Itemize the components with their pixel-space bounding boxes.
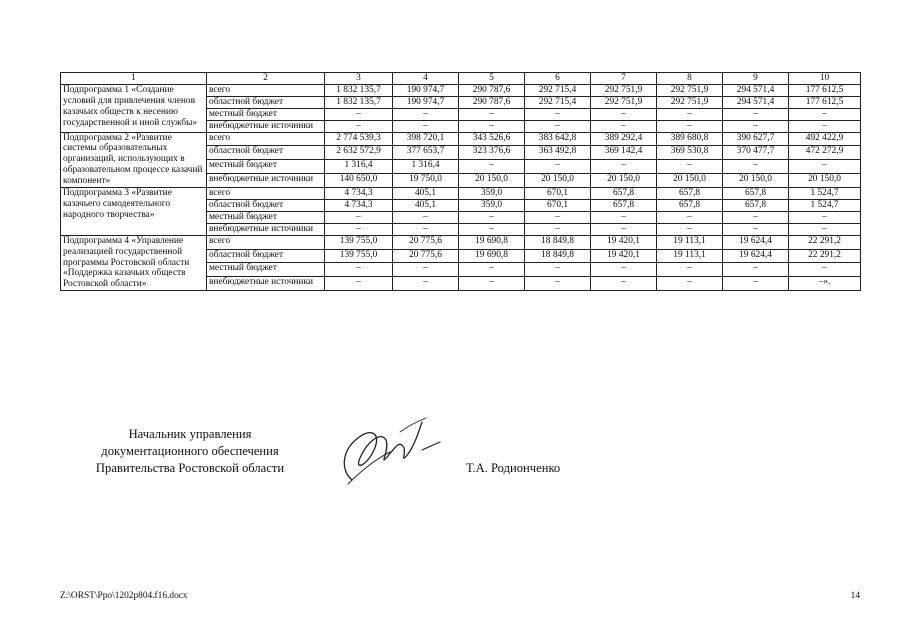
funding-source: внебюджетные источники	[207, 120, 325, 132]
value-cell: –	[657, 211, 723, 223]
value-cell: 390 627,7	[723, 132, 789, 146]
value-cell: 369 142,4	[591, 146, 657, 160]
funding-source: внебюджетные источники	[207, 277, 325, 291]
value-cell: 292 715,4	[525, 96, 591, 108]
value-cell: 398 720,1	[393, 132, 459, 146]
value-cell: –	[657, 223, 723, 235]
value-cell: –	[657, 263, 723, 277]
value-cell: –	[325, 120, 393, 132]
value-cell: –	[525, 108, 591, 120]
value-cell: 369 530,8	[657, 146, 723, 160]
header-cell-5: 5	[459, 73, 525, 85]
value-cell: 20 150,0	[591, 174, 657, 188]
value-cell: 20 150,0	[525, 174, 591, 188]
value-cell: –	[459, 223, 525, 235]
value-cell: 359,0	[459, 188, 525, 200]
program-title: Подпрограмма 4 «Управление реализацией государственной программы Ростовской области «Поддержка казачьих обществ Ростовской области»	[61, 235, 207, 291]
value-cell: 20 150,0	[723, 174, 789, 188]
value-cell: –	[723, 263, 789, 277]
header-cell-7: 7	[591, 73, 657, 85]
value-cell: –	[789, 223, 861, 235]
page-number: 14	[850, 591, 860, 601]
value-cell: 292 751,9	[591, 84, 657, 96]
funding-source: областной бюджет	[207, 199, 325, 211]
value-cell: –	[591, 120, 657, 132]
value-cell: 19 420,1	[591, 249, 657, 263]
value-cell: –	[525, 263, 591, 277]
value-cell: 657,8	[723, 199, 789, 211]
value-cell: –	[393, 223, 459, 235]
funding-source: всего	[207, 235, 325, 249]
value-cell: 19 690,8	[459, 249, 525, 263]
value-cell: 2 632 572,9	[325, 146, 393, 160]
value-cell: –	[459, 211, 525, 223]
value-cell: 190 974,7	[393, 96, 459, 108]
header-cell-6: 6	[525, 73, 591, 85]
value-cell: –	[723, 160, 789, 174]
value-cell: 19 113,1	[657, 235, 723, 249]
value-cell: 389 292,4	[591, 132, 657, 146]
funding-source: всего	[207, 132, 325, 146]
header-cell-2: 2	[207, 73, 325, 85]
value-cell: –	[591, 160, 657, 174]
value-cell: 139 755,0	[325, 249, 393, 263]
handwritten-signature	[330, 410, 450, 495]
program-title: Подпрограмма 1 «Создание условий для привлечения членов казачьих обществ к несению государственной и иной службы»	[61, 84, 207, 132]
value-cell: 294 571,4	[723, 84, 789, 96]
value-cell: –	[525, 160, 591, 174]
value-cell: 343 526,6	[459, 132, 525, 146]
value-cell: 290 787,6	[459, 84, 525, 96]
value-cell: –	[657, 108, 723, 120]
value-cell: 492 422,9	[789, 132, 861, 146]
value-cell: 177 612,5	[789, 84, 861, 96]
value-cell: 657,8	[657, 199, 723, 211]
value-cell: –	[525, 120, 591, 132]
value-cell: –	[591, 108, 657, 120]
value-cell: –	[393, 108, 459, 120]
value-cell: 292 751,9	[657, 84, 723, 96]
value-cell: –	[723, 211, 789, 223]
value-cell: –	[325, 277, 393, 291]
value-cell: –	[459, 263, 525, 277]
value-cell: 20 150,0	[459, 174, 525, 188]
value-cell: 292 751,9	[657, 96, 723, 108]
value-cell: –	[393, 120, 459, 132]
value-cell: –	[325, 211, 393, 223]
value-cell: 383 642,8	[525, 132, 591, 146]
funding-source: местный бюджет	[207, 211, 325, 223]
file-path: Z:\ORST\Ppo\1202p804.f16.docx	[60, 591, 188, 601]
value-cell: –	[723, 120, 789, 132]
value-cell: –	[789, 160, 861, 174]
signature-block	[60, 426, 320, 477]
value-cell: –	[657, 120, 723, 132]
funding-source: областной бюджет	[207, 146, 325, 160]
value-cell: 22 291,2	[789, 249, 861, 263]
value-cell: 18 849,8	[525, 235, 591, 249]
signature-title-line-1: Начальник управления	[128, 427, 252, 441]
value-cell: –	[459, 160, 525, 174]
table-row	[61, 132, 861, 146]
value-cell: 377 653,7	[393, 146, 459, 160]
value-cell: 1 524,7	[789, 199, 861, 211]
value-cell: 1 316,4	[325, 160, 393, 174]
value-cell: 405,1	[393, 199, 459, 211]
value-cell: 19 624,4	[723, 235, 789, 249]
table-body	[61, 84, 861, 290]
value-cell: –	[789, 120, 861, 132]
value-cell: –	[723, 277, 789, 291]
funding-source: местный бюджет	[207, 263, 325, 277]
value-cell: 20 775,6	[393, 235, 459, 249]
value-cell: 22 291,2	[789, 235, 861, 249]
funding-source: местный бюджет	[207, 108, 325, 120]
value-cell: 139 755,0	[325, 235, 393, 249]
value-cell: 292 751,9	[591, 96, 657, 108]
value-cell: 4 734,3	[325, 199, 393, 211]
table-row	[61, 235, 861, 249]
program-title: Подпрограмма 3 «Развитие казачьего самодеятельного народного творчества»	[61, 188, 207, 236]
value-cell: 657,8	[591, 188, 657, 200]
value-cell: 177 612,5	[789, 96, 861, 108]
value-cell: –	[591, 223, 657, 235]
value-cell: –	[657, 277, 723, 291]
value-cell: 18 849,8	[525, 249, 591, 263]
header-row	[61, 73, 861, 85]
value-cell: 140 650,0	[325, 174, 393, 188]
value-cell: 323 376,6	[459, 146, 525, 160]
value-cell: –	[325, 223, 393, 235]
value-cell: 1 832 135,7	[325, 84, 393, 96]
funding-source: всего	[207, 188, 325, 200]
value-cell: 290 787,6	[459, 96, 525, 108]
value-cell: –	[525, 211, 591, 223]
budget-table	[60, 72, 861, 291]
funding-source: областной бюджет	[207, 96, 325, 108]
value-cell: 190 974,7	[393, 84, 459, 96]
value-cell: 1 832 135,7	[325, 96, 393, 108]
table-row	[61, 188, 861, 200]
signer-name: Т.А. Родионченко	[466, 461, 561, 475]
signature-title-line-3: Правительства Ростовской области	[95, 461, 285, 475]
value-cell: –	[325, 108, 393, 120]
header-cell-4: 4	[393, 73, 459, 85]
funding-source: областной бюджет	[207, 249, 325, 263]
value-cell: –	[789, 108, 861, 120]
value-cell: 19 690,8	[459, 235, 525, 249]
value-cell: –	[657, 160, 723, 174]
value-cell: 472 272,9	[789, 146, 861, 160]
value-cell: 19 420,1	[591, 235, 657, 249]
header-cell-8: 8	[657, 73, 723, 85]
value-cell: 20 150,0	[657, 174, 723, 188]
value-cell: 657,8	[591, 199, 657, 211]
value-cell: –	[459, 120, 525, 132]
program-title: Подпрограмма 2 «Развитие системы образовательных организаций, использующих в образовательном процессе казачий компонент»	[61, 132, 207, 188]
value-cell: 405,1	[393, 188, 459, 200]
value-cell: 19 624,4	[723, 249, 789, 263]
value-cell: 670,1	[525, 188, 591, 200]
header-cell-9: 9	[723, 73, 789, 85]
value-cell: 20 150,0	[789, 174, 861, 188]
value-cell: –	[591, 263, 657, 277]
value-cell: –	[591, 277, 657, 291]
value-cell: 1 316,4	[393, 160, 459, 174]
funding-source: всего	[207, 84, 325, 96]
header-cell-10: 10	[789, 73, 861, 85]
value-cell: –	[393, 277, 459, 291]
value-cell: –	[723, 108, 789, 120]
header-cell-3: 3	[325, 73, 393, 85]
value-cell: –	[789, 263, 861, 277]
value-cell: 657,8	[657, 188, 723, 200]
value-cell: 657,8	[723, 188, 789, 200]
value-cell: –	[723, 223, 789, 235]
value-cell: –	[325, 263, 393, 277]
funding-source: местный бюджет	[207, 160, 325, 174]
value-cell: 2 774 539,3	[325, 132, 393, 146]
value-cell: 389 680,8	[657, 132, 723, 146]
value-cell: –	[525, 223, 591, 235]
value-cell: –	[459, 277, 525, 291]
value-cell: 292 715,4	[525, 84, 591, 96]
value-cell: –	[789, 211, 861, 223]
value-cell: 20 775,6	[393, 249, 459, 263]
value-cell: –	[393, 263, 459, 277]
value-cell: –».	[789, 277, 861, 291]
value-cell: 370 477,7	[723, 146, 789, 160]
value-cell: 363 492,8	[525, 146, 591, 160]
value-cell: –	[525, 277, 591, 291]
value-cell: 4 734,3	[325, 188, 393, 200]
table-row	[61, 84, 861, 96]
signature-title-line-2: документационного обеспечения	[101, 444, 279, 458]
value-cell: 19 113,1	[657, 249, 723, 263]
value-cell: 670,1	[525, 199, 591, 211]
funding-source: внебюджетные источники	[207, 174, 325, 188]
header-cell-1: 1	[61, 73, 207, 85]
value-cell: –	[591, 211, 657, 223]
value-cell: –	[393, 211, 459, 223]
value-cell: –	[459, 108, 525, 120]
value-cell: 19 750,0	[393, 174, 459, 188]
value-cell: 359,0	[459, 199, 525, 211]
funding-source: внебюджетные источники	[207, 223, 325, 235]
value-cell: 1 524,7	[789, 188, 861, 200]
value-cell: 294 571,4	[723, 96, 789, 108]
